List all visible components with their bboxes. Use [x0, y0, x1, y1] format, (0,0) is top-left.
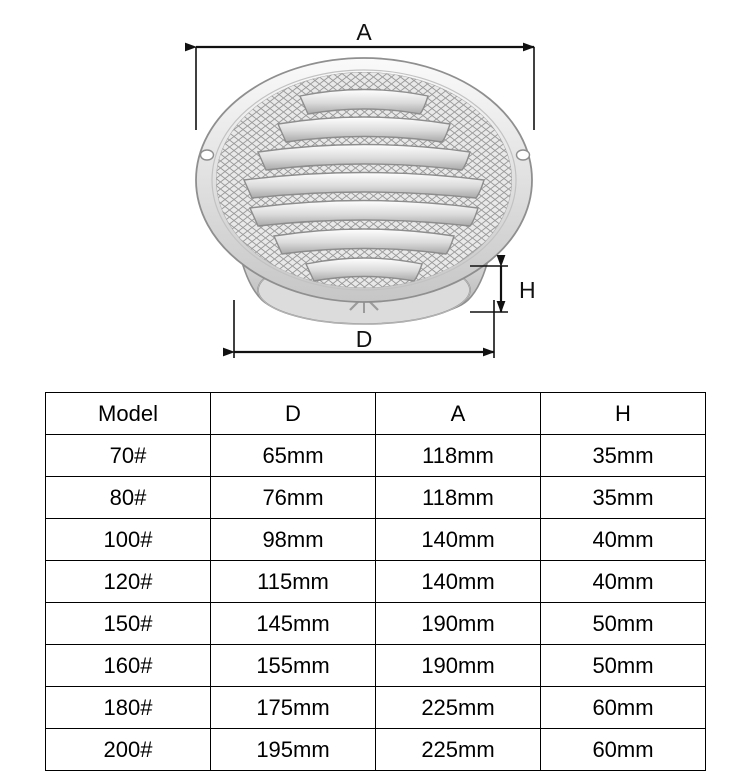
- column-header-a: A: [376, 393, 541, 435]
- cell-h: 35mm: [541, 477, 706, 519]
- spec-table: [45, 392, 706, 771]
- cell-h: 40mm: [541, 561, 706, 603]
- cell-h: 40mm: [541, 519, 706, 561]
- cell-h: 50mm: [541, 603, 706, 645]
- mounting-hole-right: [517, 150, 530, 160]
- cell-d: 155mm: [211, 645, 376, 687]
- mounting-hole-left: [201, 150, 214, 160]
- cell-d: 76mm: [211, 477, 376, 519]
- spec-table-container: [45, 392, 705, 771]
- column-header-model: Model: [46, 393, 211, 435]
- cell-a: 190mm: [376, 603, 541, 645]
- cell-d: 175mm: [211, 687, 376, 729]
- cell-model: 180#: [46, 687, 211, 729]
- cell-a: 190mm: [376, 645, 541, 687]
- cell-d: 145mm: [211, 603, 376, 645]
- cell-h: 60mm: [541, 729, 706, 771]
- cell-model: 80#: [46, 477, 211, 519]
- table-row: [46, 477, 706, 519]
- cell-d: 98mm: [211, 519, 376, 561]
- cell-model: 100#: [46, 519, 211, 561]
- column-header-d: D: [211, 393, 376, 435]
- cell-h: 50mm: [541, 645, 706, 687]
- cell-a: 225mm: [376, 687, 541, 729]
- column-header-h: H: [541, 393, 706, 435]
- table-row: [46, 435, 706, 477]
- cell-d: 195mm: [211, 729, 376, 771]
- table-row: [46, 645, 706, 687]
- cell-model: 160#: [46, 645, 211, 687]
- table-row: [46, 603, 706, 645]
- cell-model: 120#: [46, 561, 211, 603]
- cell-model: 150#: [46, 603, 211, 645]
- cell-model: 200#: [46, 729, 211, 771]
- cell-a: 118mm: [376, 477, 541, 519]
- table-row: [46, 519, 706, 561]
- table-row: [46, 687, 706, 729]
- cell-h: 35mm: [541, 435, 706, 477]
- table-row: [46, 561, 706, 603]
- product-diagram: [0, 0, 750, 380]
- cell-h: 60mm: [541, 687, 706, 729]
- cell-a: 118mm: [376, 435, 541, 477]
- cell-a: 225mm: [376, 729, 541, 771]
- dimension-h-label: H: [519, 277, 536, 303]
- cell-d: 115mm: [211, 561, 376, 603]
- cell-a: 140mm: [376, 561, 541, 603]
- cell-a: 140mm: [376, 519, 541, 561]
- cell-d: 65mm: [211, 435, 376, 477]
- dimension-a-label: A: [356, 19, 372, 45]
- cell-model: 70#: [46, 435, 211, 477]
- dimension-d-label: D: [355, 326, 373, 352]
- table-header-row: [46, 393, 706, 435]
